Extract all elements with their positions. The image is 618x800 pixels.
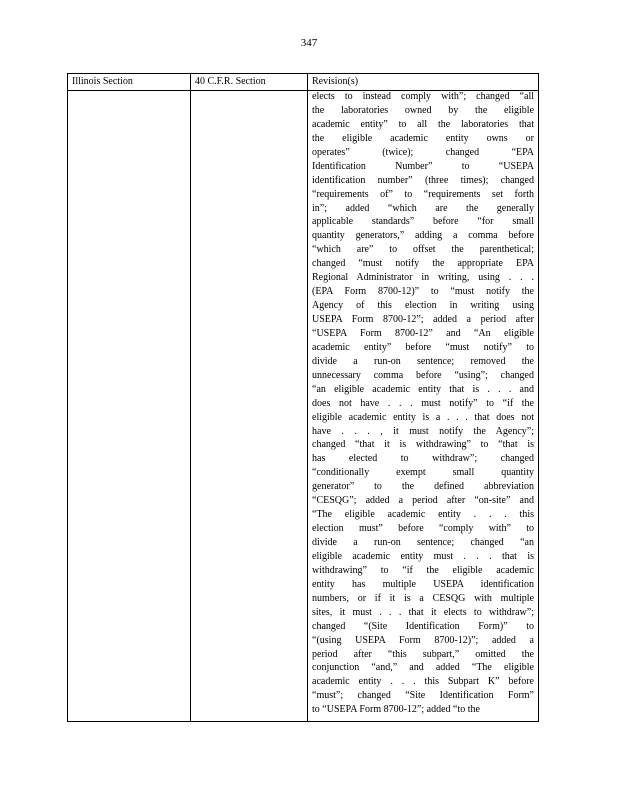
revision-text-line: in”; added “which are the generally	[312, 202, 534, 214]
revision-text-line: (EPA Form 8700-12)” to “must notify the	[312, 286, 534, 298]
revision-text-line: Regional Administrator in writing, using . . .	[312, 272, 534, 284]
revision-text-line: eligible academic entity is a . . . that does not	[312, 411, 534, 423]
revision-text-line: “requirements of” to “requirements set forth	[312, 188, 534, 200]
revision-text-line: the laboratories owned by the eligible	[312, 104, 534, 116]
revision-text-line: numbers, or if it is a CESQG with multiple	[312, 592, 534, 604]
revision-text-line: “an eligible academic entity that is . . . and	[312, 383, 534, 395]
revision-text-line: changed “that it is withdrawing” to “that is	[312, 439, 534, 451]
revision-text-line: “USEPA Form 8700-12” and “An eligible	[312, 327, 534, 339]
header-illinois-section: Illinois Section	[72, 76, 133, 87]
revision-text-line: has elected to withdraw”; changed	[312, 453, 534, 465]
revision-text-line: Agency of this election in writing using	[312, 300, 534, 312]
column-divider-2	[307, 74, 308, 721]
revision-text-line: unnecessary comma before “using”; changed	[312, 369, 534, 381]
revision-text-line: “which are” to offset the parenthetical;	[312, 244, 534, 256]
revision-text-line: the eligible academic entity owns or	[312, 132, 534, 144]
revision-text-line: USEPA Form 8700-12”; added a period after	[312, 314, 534, 325]
column-divider-1	[190, 74, 191, 721]
revision-text-line: identification number” (three times); changed	[312, 174, 534, 186]
revision-cell	[312, 90, 534, 717]
page-number: 347	[300, 37, 318, 49]
revision-text-line: eligible academic entity must . . . that is	[312, 550, 534, 562]
revision-text-line: elects to instead comply with”; changed “all	[312, 91, 534, 102]
revision-text-line: academic entity . . . this Subpart K” before	[312, 676, 534, 688]
revision-text-line: changed “(Site Identification Form)” to	[312, 620, 534, 632]
revision-text-line: operates” (twice); changed “EPA	[312, 146, 534, 158]
revision-text-line: Identification Number” to “USEPA	[312, 160, 534, 172]
revision-text-line: entity has multiple USEPA identification	[312, 578, 534, 590]
header-revisions: Revision(s)	[312, 76, 359, 87]
revision-text-line: “CESQG”; added a period after “on-site” and	[312, 495, 534, 507]
revision-text-line: “must”; changed “Site Identification Form”	[312, 690, 534, 702]
revision-text-line: withdrawing” to “if the eligible academic	[312, 564, 534, 576]
revision-text-line: divide a run-on sentence; removed the	[312, 355, 534, 367]
revision-text-line: “conditionally exempt small quantity	[312, 467, 534, 479]
revision-text-line: generator” to the defined abbreviation	[312, 481, 534, 493]
revision-table	[67, 73, 539, 722]
revision-text-line: divide a run-on sentence; changed “an	[312, 537, 534, 548]
header-cfr-section: 40 C.F.R. Section	[195, 76, 266, 87]
revision-text-line: “(using USEPA Form 8700-12)”; added a	[312, 634, 534, 646]
revision-text-line: “The eligible academic entity . . . this	[312, 509, 534, 521]
revision-text-line: election must” before “comply with” to	[312, 523, 534, 535]
revision-text-line: conjunction “and,” and added “The eligible	[312, 662, 534, 674]
revision-text-line: period after “this subpart,” omitted the	[312, 648, 534, 660]
revision-text-line: applicable standards” before “for small	[312, 216, 534, 228]
revision-text-line: quantity generators,” adding a comma before	[312, 230, 534, 242]
revision-text-line: academic entity” before “must notify” to	[312, 341, 534, 353]
table-header-row	[68, 74, 538, 91]
revision-text-line: have . . . , it must notify the Agency”;	[312, 425, 534, 437]
revision-text-line: sites, it must . . . that it elects to withdraw”;	[312, 606, 534, 618]
revision-text-line: does not have . . . must notify” to “if the	[312, 397, 534, 409]
revision-text-line: academic entity” to all the laboratories that	[312, 118, 534, 130]
revision-text-line: changed “must notify the appropriate EPA	[312, 258, 534, 270]
revision-text-line: to “USEPA Form 8700-12”; added “to the	[312, 704, 480, 716]
